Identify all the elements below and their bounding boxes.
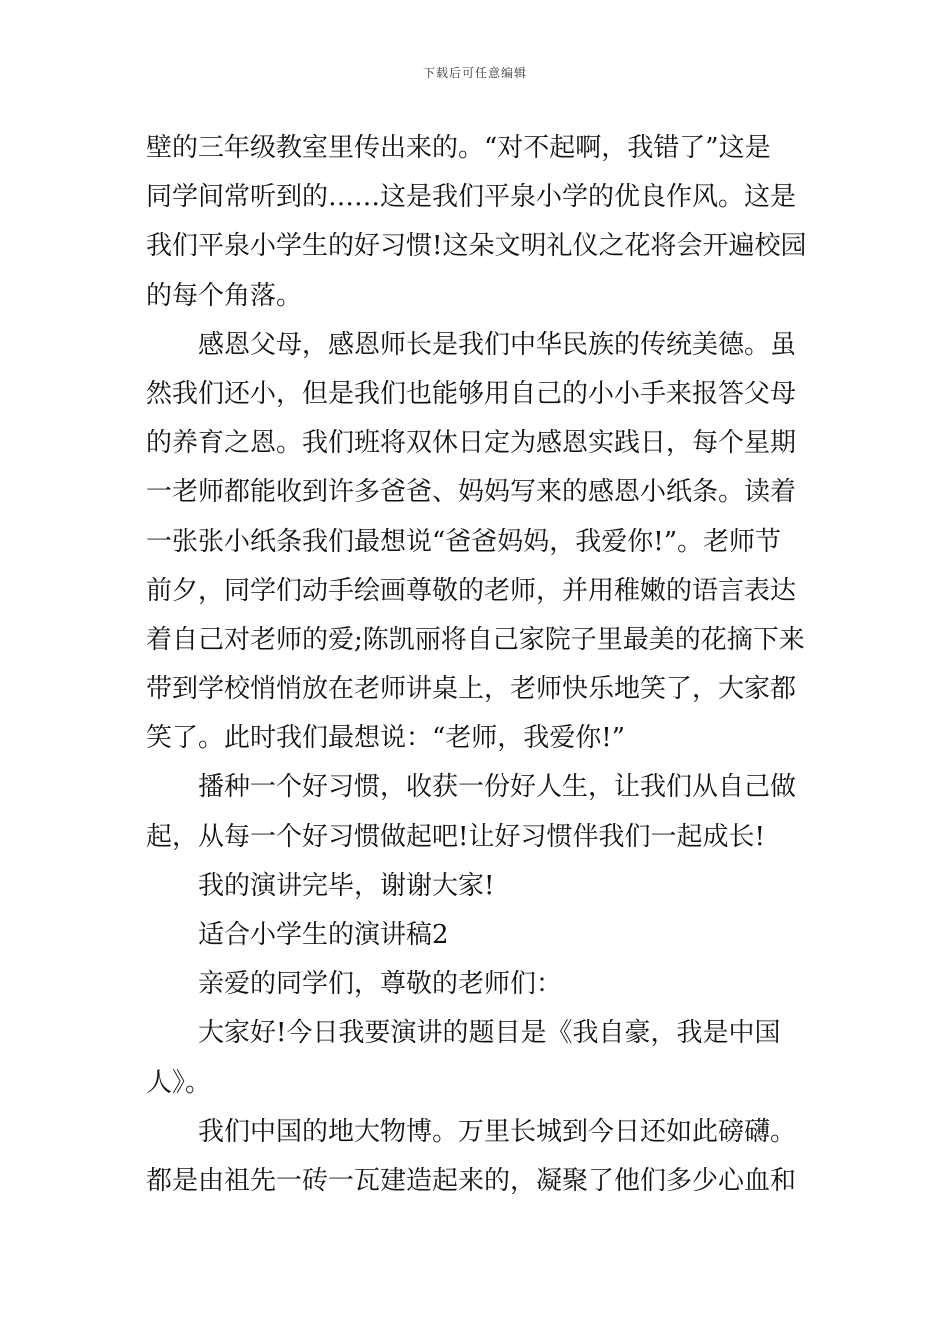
text-line: 我们平泉小学生的好习惯!这朵文明礼仪之花将会开遍校园 <box>146 231 807 262</box>
text-line: 亲爱的同学们，尊敬的老师们： <box>198 969 563 1000</box>
text-line: 的每个角落。 <box>146 280 303 311</box>
body-text <box>146 124 810 1206</box>
text-line: 前夕，同学们动手绘画尊敬的老师，并用稚嫩的语言表达 <box>146 575 797 606</box>
text-line: 感恩父母，感恩师长是我们中华民族的传统美德。虽 <box>198 329 797 360</box>
text-line: 我们中国的地大物博。万里长城到今日还如此磅礴。 <box>198 1116 797 1147</box>
text-line: 一老师都能收到许多爸爸、妈妈写来的感恩小纸条。读着 <box>146 477 797 508</box>
text-line: 大家好!今日我要演讲的题目是《我自豪，我是中国 <box>198 1018 781 1049</box>
text-line: 笑了。此时我们最想说：“老师，我爱你!” <box>146 723 626 754</box>
text-line: 起，从每一个好习惯做起吧!让好习惯伴我们一起成长! <box>146 821 765 852</box>
text-line: 然我们还小，但是我们也能够用自己的小小手来报答父母 <box>146 378 797 409</box>
text-line: 都是由祖先一砖一瓦建造起来的，凝聚了他们多少心血和 <box>146 1165 797 1196</box>
text-line: 播种一个好习惯，收获一份好人生，让我们从自己做 <box>198 772 797 803</box>
text-line: 同学间常听到的……这是我们平泉小学的优良作风。这是 <box>146 182 797 213</box>
text-line: 着自己对老师的爱;陈凯丽将自己家院子里最美的花摘下来 <box>146 624 805 655</box>
page-header: 下载后可任意编辑 <box>422 66 527 80</box>
text-line: 人》。 <box>146 1067 212 1098</box>
text-line: 一张张小纸条我们最想说“爸爸妈妈，我爱你!”。老师节 <box>146 526 782 557</box>
text-line: 的养育之恩。我们班将双休日定为感恩实践日，每个星期 <box>146 428 797 459</box>
text-line: 带到学校悄悄放在老师讲桌上，老师快乐地笑了，大家都 <box>146 674 797 705</box>
text-line: 我的演讲完毕，谢谢大家! <box>198 870 495 901</box>
text-line: 适合小学生的演讲稿2 <box>198 920 449 950</box>
text-line: 壁的三年级教室里传出来的。“对不起啊，我错了”这是 <box>146 133 771 163</box>
